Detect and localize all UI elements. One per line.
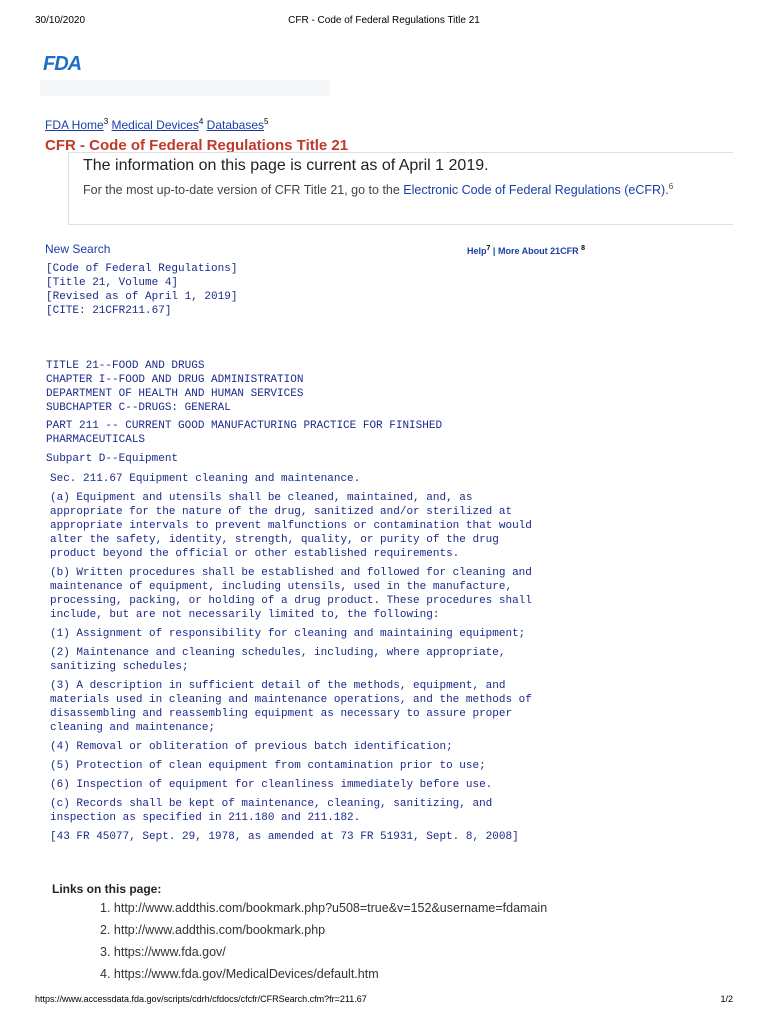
list-item[interactable]: 3. https://www.fda.gov/ (100, 945, 226, 959)
ecfr-link[interactable]: Electronic Code of Federal Regulations (eCFR) (403, 183, 666, 198)
print-title: CFR - Code of Federal Regulations Title 21 (288, 15, 480, 26)
banner-placeholder (40, 80, 330, 96)
paragraph-c: (c) Records shall be kept of maintenance, cleaning, sanitizing, and inspection as specified in 211.180 and 211.182. (50, 798, 493, 824)
help-link[interactable]: Help (467, 246, 487, 256)
separator: | (490, 246, 498, 256)
footnote-marker: 8 (581, 245, 586, 252)
subpart-heading: Subpart D--Equipment (46, 453, 179, 465)
info-body: For the most up-to-date version of CFR Title 21, go to the Electronic Code of Federal Regulations (eCFR).$^6$ (83, 182, 674, 198)
paragraph-b5: (5) Protection of clean equipment from contamination prior to use; (50, 760, 486, 772)
more-about-link[interactable]: More About 21CFR (497, 246, 579, 256)
amendment-citation: [43 FR 45077, Sept. 29, 1978, as amended at 73 FR 51931, Sept. 8, 2008] (50, 831, 519, 843)
paragraph-b4: (4) Removal or obliteration of previous batch identification; (50, 741, 453, 753)
footnote-marker: 6 (668, 182, 674, 191)
section-body (50, 472, 610, 849)
footnote-marker: 7 (486, 245, 491, 252)
footnote-marker: 5 (264, 117, 269, 126)
paragraph-a: (a) Equipment and utensils shall be cleaned, maintained, and, as appropriate for the nature of the drug, sanitized and/or sterilized at appropriate intervals to prevent malfunctions or contamination that would alter the safety, identity, strength, quality, or purity of the drug product beyond the official or other established requirements. (50, 492, 532, 560)
print-footer (35, 994, 733, 1008)
breadcrumb-medical-devices[interactable]: Medical Devices (111, 118, 199, 132)
part-line: PART 211 -- CURRENT GOOD MANUFACTURING PRACTICE FOR FINISHED (46, 420, 443, 432)
info-box (68, 152, 733, 225)
citation-line: [Title 21, Volume 4] (46, 277, 179, 289)
paragraph-b: (b) Written procedures shall be established and followed for cleaning and maintenance of equipment, including utensils, used in the manufacture, processing, packing, or holding of a drug product. These procedures shall include, but are not necessarily limited to, the following: (50, 567, 532, 621)
print-header (35, 15, 733, 29)
links-list (100, 901, 547, 989)
paragraph-b6: (6) Inspection of equipment for cleanliness immediately before use. (50, 779, 493, 791)
citation-line: [Revised as of April 1, 2019] (46, 291, 238, 303)
paragraph-b3: (3) A description in sufficient detail of the methods, equipment, and materials used in cleaning and maintenance operations, and the methods of disassembling and reassembling equipment as necessary to assure proper cleaning and maintenance; (50, 680, 532, 734)
fda-logo[interactable]: FDA (43, 53, 82, 75)
list-item[interactable]: 2. http://www.addthis.com/bookmark.php (100, 923, 326, 937)
list-item[interactable]: 4. https://www.fda.gov/MedicalDevices/default.htm (100, 967, 379, 981)
citation-line: [Code of Federal Regulations] (46, 263, 238, 275)
breadcrumb-databases[interactable]: Databases (206, 118, 265, 132)
list-item[interactable]: 1. http://www.addthis.com/bookmark.php?u508=true&v=152&username=fdamain (100, 901, 548, 915)
citation-block (46, 262, 237, 318)
footnote-marker: 3 (103, 117, 109, 126)
paragraph-b1: (1) Assignment of responsibility for cleaning and maintaining equipment; (50, 628, 526, 640)
title-headings (46, 359, 303, 415)
section-title: Sec. 211.67 Equipment cleaning and maintenance. (50, 473, 361, 485)
heading-line: DEPARTMENT OF HEALTH AND HUMAN SERVICES (46, 388, 304, 400)
heading-line: CHAPTER I--FOOD AND DRUG ADMINISTRATION (46, 374, 304, 386)
info-headline: The information on this page is current as of April 1 2019. (83, 157, 489, 174)
print-date: 30/10/2020 (35, 15, 86, 26)
breadcrumb (45, 117, 268, 132)
new-search-link[interactable]: New Search (45, 242, 111, 256)
part-line: PHARMACEUTICALS (46, 434, 146, 446)
print-url: https://www.accessdata.fda.gov/scripts/cdrh/cfdocs/cfcfr/CFRSearch.cfm?fr=211.67 (35, 994, 367, 1004)
heading-line: TITLE 21--FOOD AND DRUGS (46, 360, 205, 372)
heading-line: SUBCHAPTER C--DRUGS: GENERAL (46, 402, 231, 414)
page-number: 1/2 (720, 994, 733, 1004)
part-heading (46, 419, 442, 447)
paragraph-b2: (2) Maintenance and cleaning schedules, including, where appropriate, sanitizing schedules; (50, 647, 506, 673)
page-title: CFR - Code of Federal Regulations Title 21 (45, 137, 349, 154)
help-links (467, 245, 585, 256)
citation-line: [CITE: 21CFR211.67] (46, 305, 172, 317)
links-title: Links on this page: (52, 882, 162, 896)
footnote-marker: 4 (198, 117, 204, 126)
breadcrumb-fda-home[interactable]: FDA Home (45, 118, 104, 132)
